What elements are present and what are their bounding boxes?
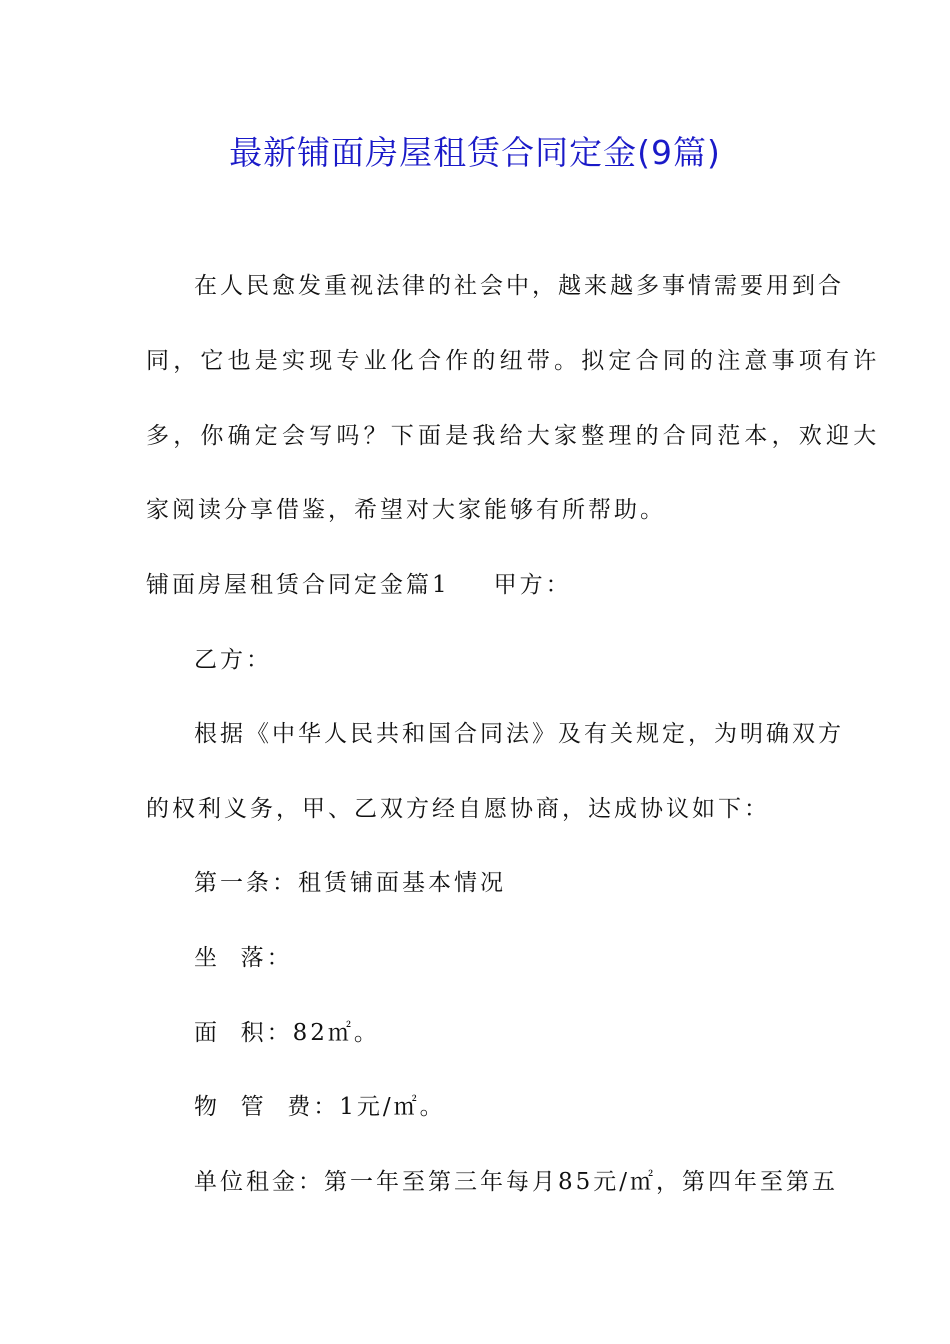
document-title: 最新铺面房屋租赁合同定金(9篇)	[229, 133, 721, 172]
intro-line-4: 家阅读分享借鉴，希望对大家能够有所帮助。	[146, 497, 666, 523]
location-field: 坐 落：	[194, 945, 293, 971]
intro-line-2: 同，它也是实现专业化合作的纽带。拟定合同的注意事项有许	[146, 348, 881, 374]
party-b-label: 乙方：	[194, 647, 272, 673]
area-field: 面 积：82㎡。	[194, 1020, 380, 1046]
management-fee-field: 物 管 费：1元/㎡。	[194, 1094, 446, 1120]
basis-line-2: 的权利义务，甲、乙双方经自愿协商，达成协议如下：	[146, 796, 770, 822]
section-heading: 铺面房屋租赁合同定金篇1	[146, 572, 450, 598]
intro-line-3: 多，你确定会写吗？下面是我给大家整理的合同范本，欢迎大	[146, 423, 881, 449]
basis-line-1: 根据《中华人民共和国合同法》及有关规定，为明确双方	[194, 721, 844, 747]
party-a-label: 甲方：	[493, 572, 572, 598]
article-1-title: 第一条：租赁铺面基本情况	[194, 870, 506, 896]
intro-line-1: 在人民愈发重视法律的社会中，越来越多事情需要用到合	[194, 273, 844, 299]
section-heading-line	[146, 569, 572, 601]
unit-rent-field: 单位租金：第一年至第三年每月85元/㎡，第四年至第五	[194, 1169, 839, 1195]
